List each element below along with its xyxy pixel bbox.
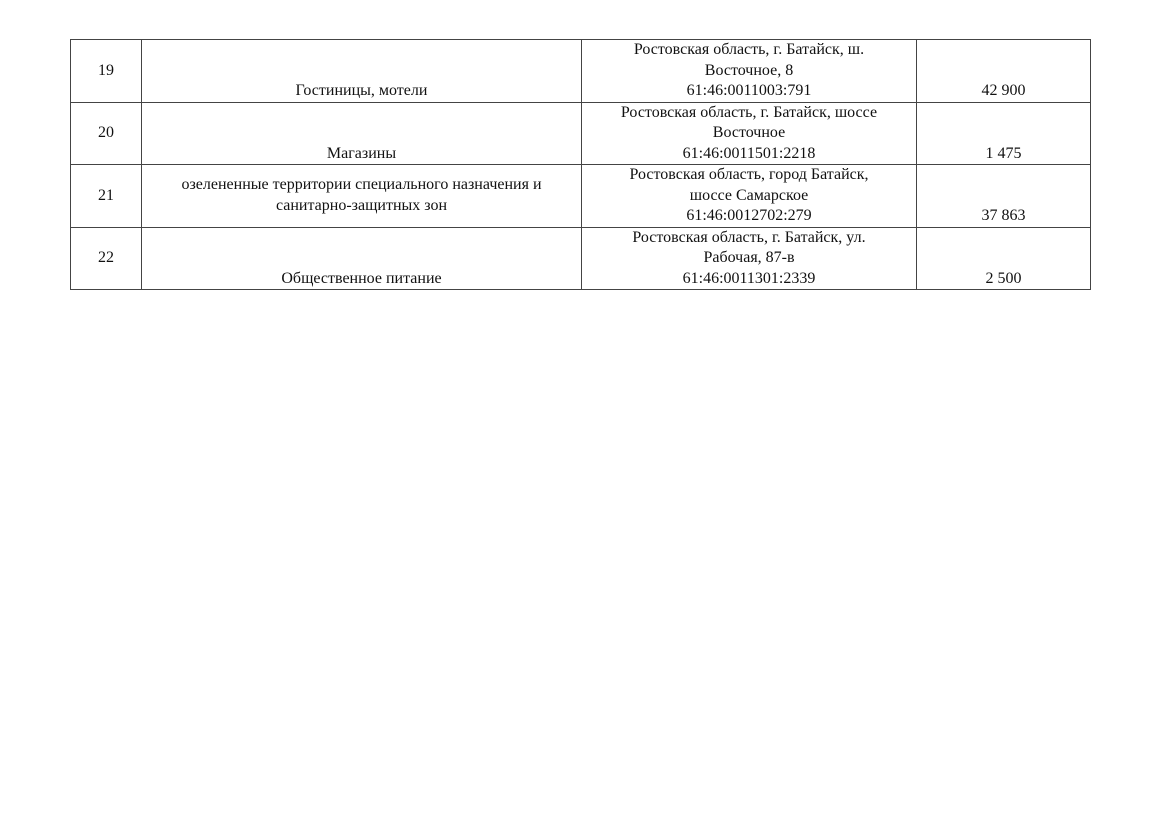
row-number: 19 bbox=[71, 40, 142, 103]
table-row bbox=[71, 227, 1091, 290]
row-number: 22 bbox=[71, 227, 142, 290]
area-value: 1 475 bbox=[917, 102, 1091, 165]
address-line: Ростовская область, г. Батайск, ул. bbox=[632, 228, 866, 246]
area-value: 37 863 bbox=[917, 165, 1091, 228]
table-row bbox=[71, 102, 1091, 165]
object-name: Гостиницы, мотели bbox=[142, 40, 582, 103]
area-value: 2 500 bbox=[917, 227, 1091, 290]
address-cell bbox=[582, 40, 917, 103]
registry-table bbox=[70, 39, 1091, 290]
address-cell bbox=[582, 227, 917, 290]
address-line: Рабочая, 87-в bbox=[703, 249, 795, 266]
address-line: Ростовская область, город Батайск, bbox=[629, 166, 869, 183]
address-line: Ростовская область, г. Батайск, шоссе bbox=[620, 103, 878, 121]
row-number: 20 bbox=[71, 102, 142, 165]
address-cell bbox=[582, 102, 917, 165]
cadastral-number: 61:46:0012702:279 bbox=[686, 207, 812, 224]
object-name-line: санитарно-защитных зон bbox=[275, 196, 448, 214]
address-line: Восточное bbox=[712, 124, 786, 141]
area-value: 42 900 bbox=[917, 40, 1091, 103]
table-row bbox=[71, 165, 1091, 228]
object-name bbox=[142, 165, 582, 228]
object-name-line: озелененные территории специального назначения и bbox=[181, 176, 542, 194]
address-line: шоссе Самарское bbox=[689, 186, 809, 204]
table-row bbox=[71, 40, 1091, 103]
object-name: Общественное питание bbox=[142, 227, 582, 290]
address-line: Ростовская область, г. Батайск, ш. bbox=[633, 41, 865, 58]
object-name: Магазины bbox=[142, 102, 582, 165]
cadastral-number: 61:46:0011301:2339 bbox=[682, 269, 816, 287]
cadastral-number: 61:46:0011003:791 bbox=[686, 82, 812, 99]
cadastral-number: 61:46:0011501:2218 bbox=[682, 144, 816, 162]
address-line: Восточное, 8 bbox=[704, 61, 794, 79]
address-cell bbox=[582, 165, 917, 228]
row-number: 21 bbox=[71, 165, 142, 228]
